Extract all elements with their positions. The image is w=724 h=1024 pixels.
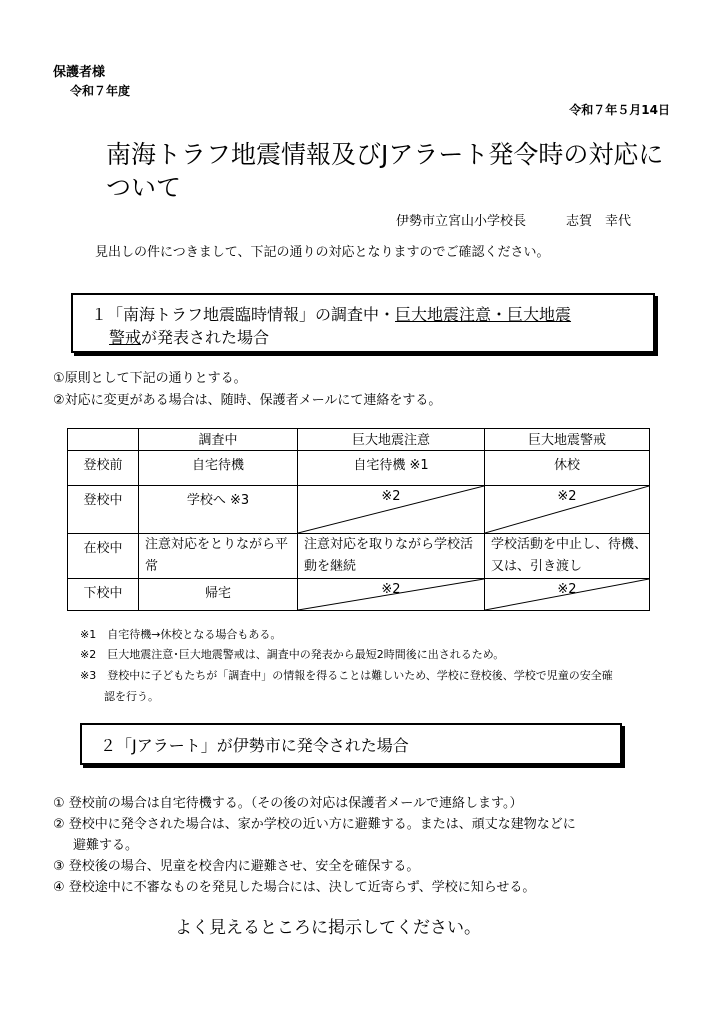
table-header-cell: 巨大地震注意 (298, 429, 485, 451)
table-cell-diagonal (298, 486, 485, 534)
instruction-2: ② 登校中に発令された場合は、家か学校の近い方に避難する。または、頑丈な建物などに (53, 817, 576, 832)
table-cell-text: ※2 (557, 582, 577, 597)
instruction-4: ④ 登校途中に不審なものを発見した場合には、決して近寄らず、学校に知らせる。 (53, 880, 536, 895)
footnote-3: ※3 登校中に子どもたちが「調査中」の情報を得ることは難しいため、学校に登校後、学校で児童の安全確 (80, 669, 613, 682)
instruction-3: ③ 登校後の場合、児童を校舎内に避難させ、安全を確保する。 (53, 859, 420, 874)
section2-title: ２「Jアラート」が伊勢市に発令された場合 (100, 736, 409, 755)
table-cell: 下校中 (68, 579, 139, 611)
table-cell: 在校中 (68, 534, 139, 579)
table-cell: 注意対応をとりながら平常 (139, 534, 298, 579)
footnote-2: ※2 巨大地震注意･巨大地震警戒は、調査中の発表から最短2時間後に出されるため。 (80, 648, 505, 661)
table-cell: 自宅待機 (139, 451, 298, 486)
footer-notice: よく見えるところに掲示してください。 (175, 918, 481, 938)
table-cell: 自宅待機 ※1 (298, 451, 485, 486)
table-row (68, 579, 650, 611)
table-row (68, 486, 650, 534)
section1-line1-underlined: 巨大地震注意・巨大地震 (395, 305, 572, 324)
table-header-cell: 調査中 (139, 429, 298, 451)
point-2: ②対応に変更がある場合は、随時、保護者メールにて連絡をする。 (53, 393, 442, 408)
section2-heading-box (80, 723, 622, 765)
instruction-1: ① 登校前の場合は自宅待機する。（その後の対応は保護者メールで連絡します。） (53, 796, 523, 811)
section1-line2-underlined: 警戒 (109, 328, 142, 347)
section1-line2-suffix: が発表された場合 (141, 328, 270, 347)
footnote-1: ※1 自宅待機→休校となる場合もある。 (80, 628, 282, 641)
table-cell: 休校 (485, 451, 650, 486)
school-year: 令和７年度 (70, 84, 131, 98)
table-cell-text: ※2 (381, 582, 401, 597)
table-row (68, 534, 650, 579)
section1-heading-box (71, 293, 655, 353)
table-cell-diagonal (485, 579, 650, 611)
table-cell: 帰宅 (139, 579, 298, 611)
author (396, 210, 631, 229)
footnote-3-continued: 認を行う。 (104, 690, 159, 703)
table-cell-text: ※2 (381, 489, 401, 504)
author-org: 伊勢市立宮山小学校長 (396, 214, 527, 229)
table-cell: 注意対応を取りながら学校活動を継続 (298, 534, 485, 579)
table-header-cell: 巨大地震警戒 (485, 429, 650, 451)
table-header-row (68, 429, 650, 451)
document-date: 令和７年５月14日 (569, 103, 670, 117)
point-1: ①原則として下記の通りとする。 (53, 371, 247, 386)
response-table (67, 428, 650, 611)
document-title: 南海トラフ地震情報及びJアラート発令時の対応について (106, 140, 664, 202)
table-cell: 学校へ ※3 (139, 486, 298, 534)
addressee: 保護者様 (53, 65, 106, 80)
table-header-cell (68, 429, 139, 451)
table-cell: 登校前 (68, 451, 139, 486)
intro-text: 見出しの件につきまして、下記の通りの対応となりますのでご確認ください。 (95, 245, 550, 260)
section1-line1 (91, 302, 571, 325)
table-cell-text: ※2 (557, 489, 577, 504)
table-cell: 学校活動を中止し、待機、又は、引き渡し (485, 534, 650, 579)
table-row (68, 451, 650, 486)
table-cell-diagonal (485, 486, 650, 534)
author-name: 志賀 幸代 (566, 214, 632, 229)
section1-line1-prefix: １「南海トラフ地震臨時情報」の調査中・ (91, 305, 396, 324)
section1-line2 (109, 325, 269, 348)
table-cell: 登校中 (68, 486, 139, 534)
instruction-2-continued: 避難する。 (73, 838, 139, 853)
table-cell-diagonal (298, 579, 485, 611)
